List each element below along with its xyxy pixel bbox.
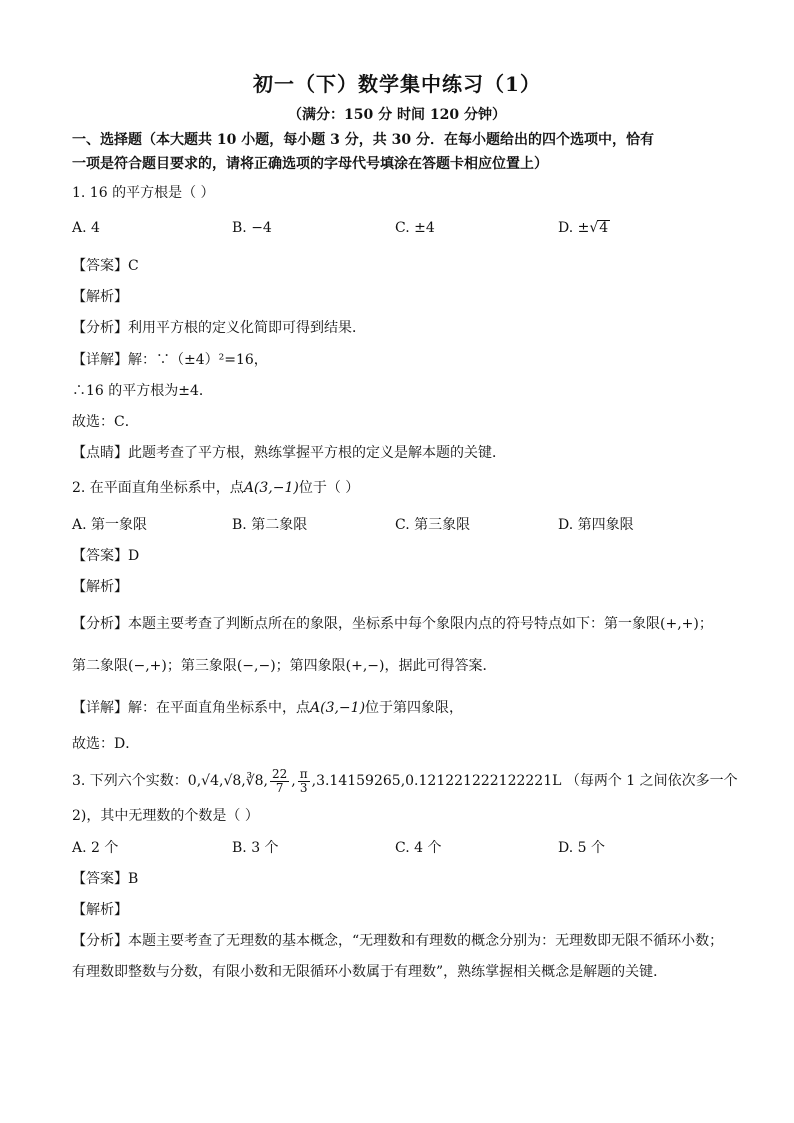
q3-option-c: C. 4 个 (395, 840, 442, 856)
q3-answer: 【答案】B (72, 871, 139, 887)
q3-stem-line2: 2)，其中无理数的个数是（ ） (72, 808, 259, 824)
q1-answer: 【答案】C (72, 258, 139, 274)
q1-option-d-radicand: 4 (599, 220, 609, 236)
q2-option-d: D. 第四象限 (558, 517, 634, 533)
q1-option-d-label: D. ± (558, 220, 590, 236)
q3-stem: 3. 下列六个实数：0,√4,√8,∛8, $\frac{22}{7}$ , $\frac{\pi}{3}$ ,3.14159265,0.121221222122221L （每两个 1 之间依次多一个 (72, 766, 738, 795)
q2-option-a: A. 第一象限 (72, 517, 148, 533)
section-heading-line2: 一项是符合题目要求的，请将正确选项的字母代号填涂在答题卡相应位置上） (72, 156, 548, 172)
q1-stem: 1. 16 的平方根是（ ） (72, 185, 215, 201)
q3-fraction-22-7 (270, 768, 289, 795)
q3-frac2-den: 3 (299, 780, 308, 795)
q3-frac1-den: 7 (275, 780, 284, 795)
q3-frac2-num: π (299, 766, 308, 781)
q1-detail-1: 【详解】解：∵（±4）²=16， (72, 352, 268, 368)
q3-option-a: A. 2 个 (72, 840, 119, 856)
q2-detail-post: 位于第四象限， (365, 700, 464, 716)
q1-option-c: C. ±4 (395, 220, 435, 236)
q3-analysis-label: 【解析】 (72, 902, 128, 918)
q3-option-d: D. 5 个 (558, 840, 605, 856)
q2-stem-post: 位于（ ） (298, 480, 360, 496)
q2-option-b: B. 第二象限 (232, 517, 308, 533)
sqrt-symbol: √ (589, 220, 599, 236)
q2-stem-point: A(3,−1) (243, 480, 299, 496)
q1-option-a: A. 4 (72, 220, 100, 236)
q3-fraction-pi-3 (298, 768, 310, 795)
q2-detail-pre: 【详解】解：在平面直角坐标系中，点 (72, 700, 310, 716)
q1-comment: 【点睛】此题考查了平方根，熟练掌握平方根的定义是解本题的关键． (72, 445, 506, 461)
q1-fenxi: 【分析】利用平方根的定义化简即可得到结果． (72, 320, 366, 336)
q1-analysis-label: 【解析】 (72, 289, 128, 305)
q2-answer: 【答案】D (72, 548, 140, 564)
page-subtitle: （满分：150 分 时间 120 分钟） (288, 107, 506, 123)
q2-stem-pre: 2. 在平面直角坐标系中，点 (72, 480, 244, 496)
q3-option-b: B. 3 个 (232, 840, 279, 856)
q2-choose: 故选：D． (72, 736, 140, 752)
q2-fenxi-2: 第二象限(−,+)；第三象限(−,−)；第四象限(+,−)，据此可得答案． (72, 658, 497, 674)
q3-frac1-num: 22 (272, 766, 288, 781)
q3-stem-pre: 3. 下列六个实数：0,√4,√8,∛8, (72, 773, 268, 789)
q3-fenxi-1: 【分析】本题主要考查了无理数的基本概念，“无理数和有理数的概念分别为：无理数即无限不循环小数； (72, 933, 724, 949)
q1-option-d (558, 218, 610, 238)
q3-fenxi-2: 有理数即整数与分数，有限小数和无限循环小数属于有理数”，熟练掌握相关概念是解题的关键． (72, 964, 668, 980)
q1-detail-2: ∴16 的平方根为±4． (72, 383, 213, 399)
page-title: 初一（下）数学集中练习（1） (253, 72, 541, 96)
q1-option-b: B. −4 (232, 220, 272, 236)
section-heading-line1: 一、选择题（本大题共 10 小题，每小题 3 分，共 30 分．在每小题给出的四个选项中，恰有 (72, 132, 654, 148)
q2-analysis-label: 【解析】 (72, 579, 128, 595)
q1-choose: 故选：C． (72, 414, 139, 430)
q2-option-c: C. 第三象限 (395, 517, 471, 533)
q2-detail-point: A(3,−1) (310, 700, 366, 716)
q2-fenxi-1: 【分析】本题主要考查了判断点所在的象限，坐标系中每个象限内点的符号特点如下：第一象限(+,+)； (72, 616, 713, 632)
q3-stem-post: ,3.14159265,0.121221222122221L （每两个 1 之间依次多一个 (311, 773, 738, 789)
q2-stem (72, 478, 359, 498)
q2-detail (72, 698, 463, 718)
